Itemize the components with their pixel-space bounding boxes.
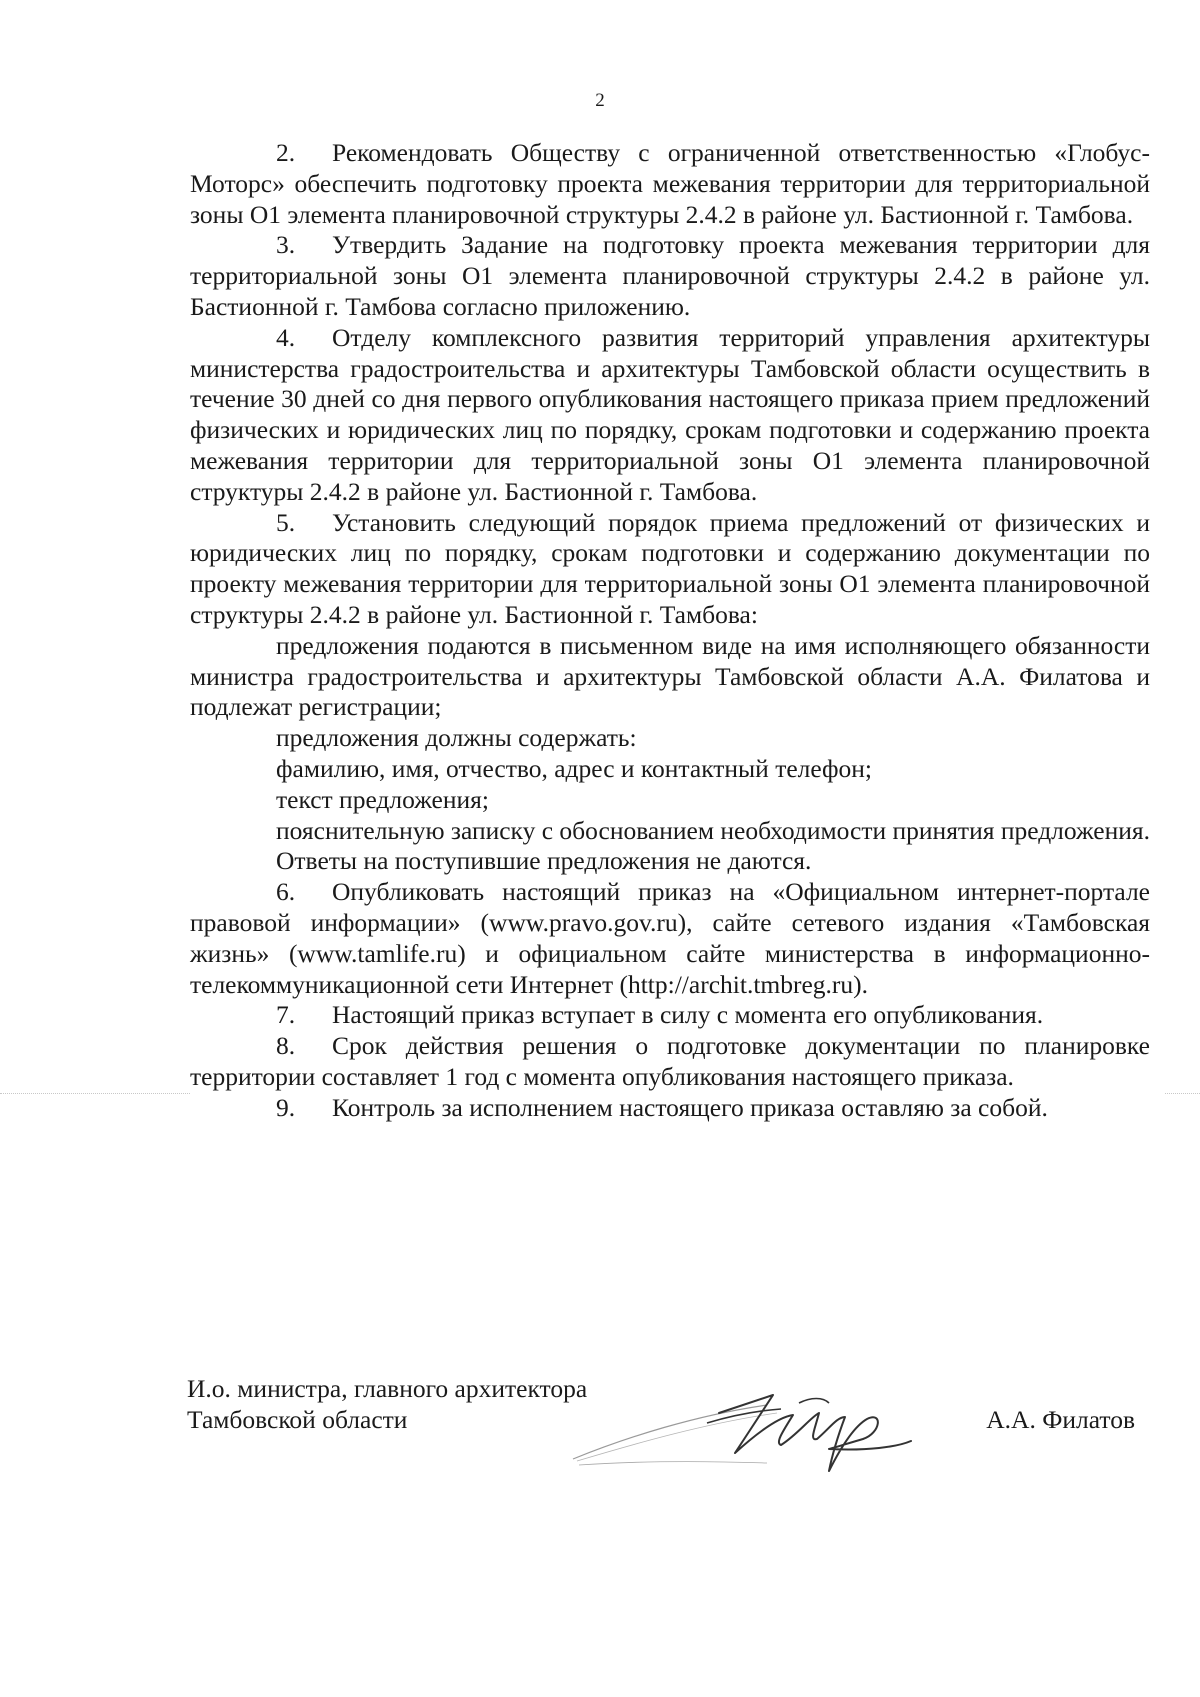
item-number: 9. <box>276 1092 296 1122</box>
paragraph-8 <box>190 1031 1150 1093</box>
handwritten-signature <box>567 1373 927 1483</box>
signature-block <box>187 1373 1147 1493</box>
item-number: 8. <box>276 1031 296 1061</box>
paragraph-text: Рекомендовать Обществу с ограниченной ответственностью «Глобус-Моторс» обеспечить подготовку проекта межевания территории для территориальной зоны О1 элемента планировочной структуры 2.4.2 в районе ул. Бастионной г. Тамбова. <box>190 138 1150 229</box>
paragraph-5-sub-6: Ответы на поступившие предложения не даются. <box>276 846 812 876</box>
paragraph-5-sub-3: фамилию, имя, отчество, адрес и контактный телефон; <box>276 753 873 783</box>
paragraph-5-sub-1: предложения подаются в письменном виде на имя исполняющего обязанности министра градостроительства и архитектуры Тамбовской области А.А. Филатова и подлежат регистрации; <box>190 630 1150 722</box>
item-number: 4. <box>276 322 296 352</box>
scan-artifact-line <box>1165 1093 1200 1094</box>
signatory-title-line-1: И.о. министра, главного архитектора <box>187 1374 588 1403</box>
paragraph-5 <box>190 508 1150 631</box>
paragraph-5-sub-2: предложения должны содержать: <box>276 723 637 753</box>
page-number: 2 <box>595 90 605 111</box>
paragraph-2 <box>190 138 1150 230</box>
paragraph-text: Утвердить Задание на подготовку проекта межевания территории для территориальной зоны О1 элемента планировочной структуры 2.4.2 в районе ул. Бастионной г. Тамбова согласно приложению. <box>190 230 1150 321</box>
signatory-name: А.А. Филатов <box>986 1405 1135 1434</box>
paragraph-text: Опубликовать настоящий приказ на «Официальном интернет-портале правовой информации» (www.pravo.gov.ru), сайте сетевого издания «Тамбовская жизнь» (www.tamlife.ru) и официальном сайте министерства в информационно-телекоммуникационной сети Интернет (http://archit.tmbreg.ru). <box>190 877 1150 999</box>
paragraph-3 <box>190 230 1150 322</box>
paragraph-text: Настоящий приказ вступает в силу с момента его опубликования. <box>332 1000 1044 1030</box>
item-number: 2. <box>276 138 296 167</box>
paragraph-text: Установить следующий порядок приема предложений от физических и юридических лиц по порядку, срокам подготовки и содержанию документации по проекту межевания территории для территориальной зоны О1 элемента планировочной структуры 2.4.2 в районе ул. Бастионной г. Тамбова: <box>190 507 1150 629</box>
paragraph-4 <box>190 323 1150 508</box>
paragraph-6 <box>190 877 1150 1000</box>
signatory-title-line-2: Тамбовской области <box>187 1405 408 1434</box>
paragraph-text: Контроль за исполнением настоящего приказа оставляю за собой. <box>332 1092 1048 1122</box>
item-number: 5. <box>276 507 296 537</box>
paragraph-9 <box>190 1093 1150 1124</box>
signatory-title <box>187 1373 587 1435</box>
item-number: 6. <box>276 877 296 907</box>
scan-artifact-line <box>0 1093 190 1094</box>
document-body <box>190 138 1150 1124</box>
paragraph-text: Срок действия решения о подготовке документации по планировке территории составляет 1 год с момента опубликования настоящего приказа. <box>190 1031 1150 1091</box>
paragraph-7 <box>190 1000 1150 1031</box>
paragraph-text: Отделу комплексного развития территорий управления архитектуры министерства градостроительства и архитектуры Тамбовской области осуществить в течение 30 дней со дня первого опубликования настоящего приказа прием предложений физических и юридических лиц по порядку, срокам подготовки и содержанию проекта межевания территории для территориальной зоны О1 элемента планировочной структуры 2.4.2 в районе ул. Бастионной г. Тамбова. <box>190 322 1150 506</box>
item-number: 3. <box>276 230 296 260</box>
paragraph-5-sub-4: текст предложения; <box>276 784 489 814</box>
item-number: 7. <box>276 1000 296 1030</box>
paragraph-5-sub-5: пояснительную записку с обоснованием необходимости принятия предложения. <box>276 815 1151 845</box>
